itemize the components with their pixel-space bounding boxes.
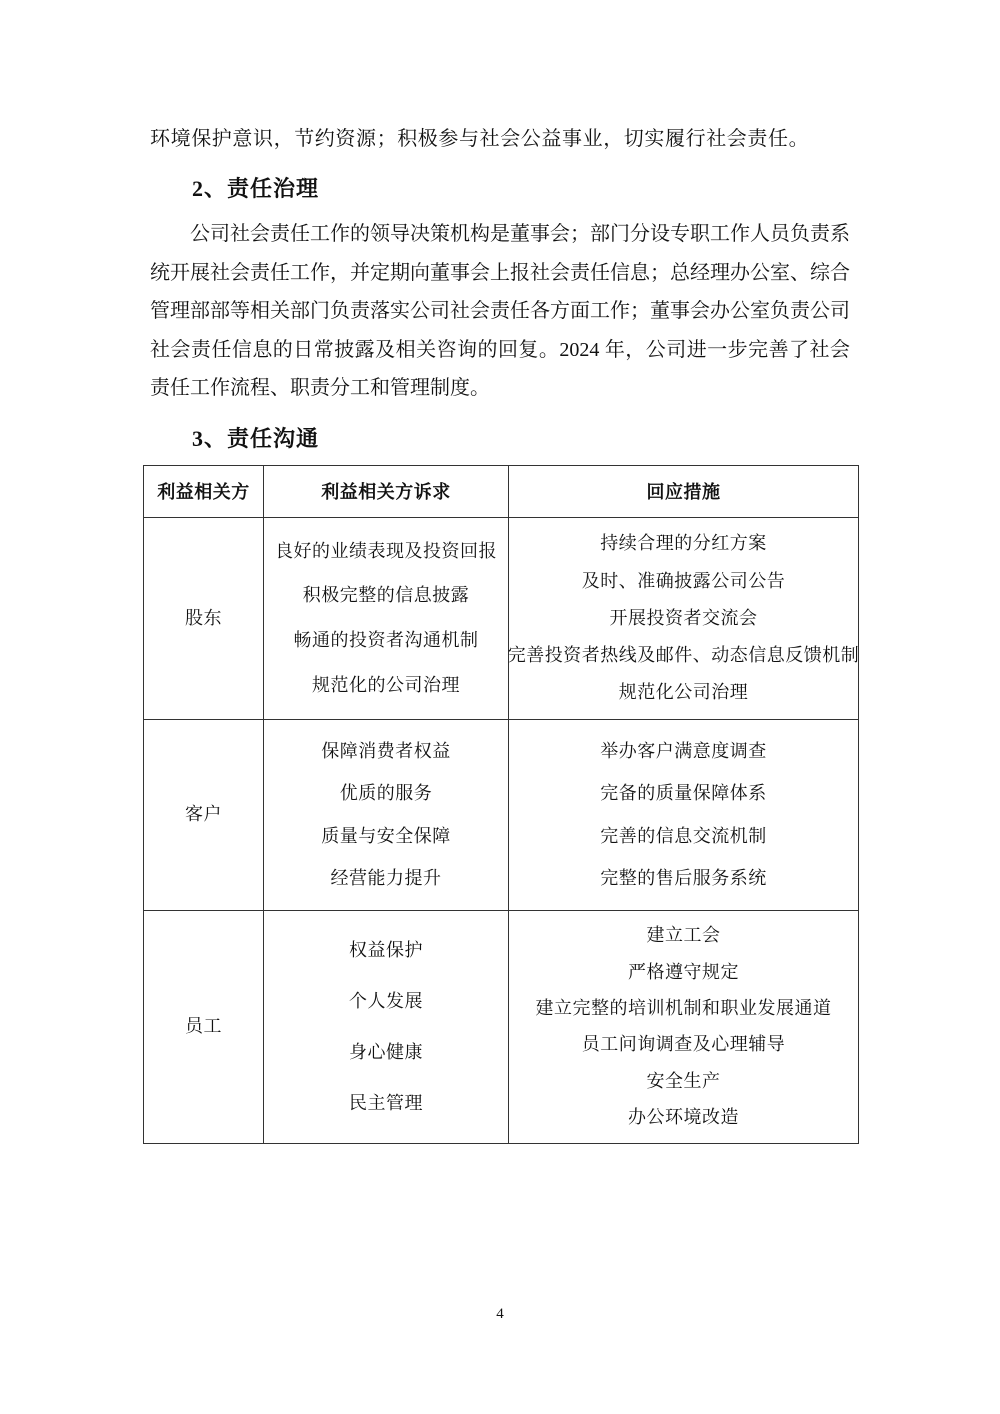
demand-line: 民主管理 <box>349 1092 423 1113</box>
responses-cell <box>509 910 859 1143</box>
responses-cell <box>509 517 859 719</box>
responses-cell-stack <box>509 911 858 1143</box>
demands-cell-stack <box>264 720 508 910</box>
table-row <box>144 517 859 719</box>
header-cell-demands: 利益相关方诉求 <box>264 465 509 517</box>
governance-paragraph: 公司社会责任工作的领导决策机构是董事会；部门分设专职工作人员负责系统开展社会责任工作，并定期向董事会上报社会责任信息；总经理办公室、综合管理部部等相关部门负责落实公司社会责任各方面工作；董事会办公室负责公司社会责任信息的日常披露及相关咨询的回复。2024 年，公司进一步完善了社会责任工作流程、职责分工和管理制度。 <box>150 223 850 399</box>
response-line: 开展投资者交流会 <box>609 607 758 628</box>
stakeholder-cell-stack <box>144 518 263 719</box>
header-cell-responses: 回应措施 <box>509 465 859 517</box>
response-line: 完善投资者热线及邮件、动态信息反馈机制 <box>507 645 860 665</box>
demand-line: 畅通的投资者沟通机制 <box>293 630 479 651</box>
stakeholder-table-body <box>144 517 859 1143</box>
response-line: 及时、准确披露公司公告 <box>581 570 786 591</box>
header-row <box>144 465 859 517</box>
table-row <box>144 719 859 910</box>
demand-line: 经营能力提升 <box>330 868 442 888</box>
responses-cell <box>509 719 859 910</box>
response-line: 完整的售后服务系统 <box>600 868 767 888</box>
demands-cell-stack <box>264 518 508 719</box>
response-line: 完善的信息交流机制 <box>600 825 767 846</box>
section-heading-communication: 3、责任沟通 <box>192 425 320 451</box>
stakeholder-cell <box>144 910 264 1143</box>
stakeholder-cell-stack <box>144 911 263 1143</box>
response-line: 安全生产 <box>646 1070 721 1091</box>
demands-cell-stack <box>264 911 508 1143</box>
response-line: 严格遵守规定 <box>628 961 739 982</box>
page-number: 4 <box>496 1306 504 1322</box>
demand-line: 保障消费者权益 <box>321 740 451 761</box>
demand-line: 优质的服务 <box>339 783 433 803</box>
stakeholder-name: 客户 <box>185 804 222 825</box>
response-line: 办公环境改造 <box>628 1107 739 1128</box>
stakeholder-name: 员工 <box>185 1016 222 1037</box>
demand-line: 规范化的公司治理 <box>312 674 460 695</box>
demand-line: 质量与安全保障 <box>321 825 451 846</box>
response-line: 员工问询调查及心理辅导 <box>581 1034 786 1055</box>
responses-cell-stack <box>509 720 858 910</box>
demand-line: 个人发展 <box>349 990 423 1011</box>
response-line: 举办客户满意度调查 <box>600 740 767 761</box>
stakeholder-table-header <box>144 465 859 517</box>
response-line: 完备的质量保障体系 <box>600 783 767 803</box>
response-line: 建立完整的培训机制和职业发展通道 <box>535 998 832 1019</box>
response-line: 持续合理的分红方案 <box>600 533 767 554</box>
page-content <box>143 0 858 1144</box>
table-row <box>144 910 859 1143</box>
intro-paragraph: 环境保护意识，节约资源；积极参与社会公益事业，切实履行社会责任。 <box>150 128 810 150</box>
demand-line: 权益保护 <box>349 939 423 960</box>
responses-cell-stack <box>509 518 858 719</box>
demand-line: 良好的业绩表现及投资回报 <box>275 540 497 561</box>
response-line: 规范化公司治理 <box>618 682 749 703</box>
demand-line: 积极完整的信息披露 <box>302 585 470 606</box>
stakeholder-cell <box>144 517 264 719</box>
stakeholder-cell <box>144 719 264 910</box>
demands-cell <box>264 719 509 910</box>
demand-line: 身心健康 <box>349 1041 423 1062</box>
demands-cell <box>264 910 509 1143</box>
stakeholder-table <box>143 465 859 1144</box>
header-cell-stakeholder: 利益相关方 <box>144 465 264 517</box>
response-line: 建立工会 <box>646 925 721 946</box>
section-heading-governance: 2、责任治理 <box>192 176 320 201</box>
stakeholder-cell-stack <box>144 720 263 910</box>
stakeholder-name: 股东 <box>185 607 222 628</box>
demands-cell <box>264 517 509 719</box>
